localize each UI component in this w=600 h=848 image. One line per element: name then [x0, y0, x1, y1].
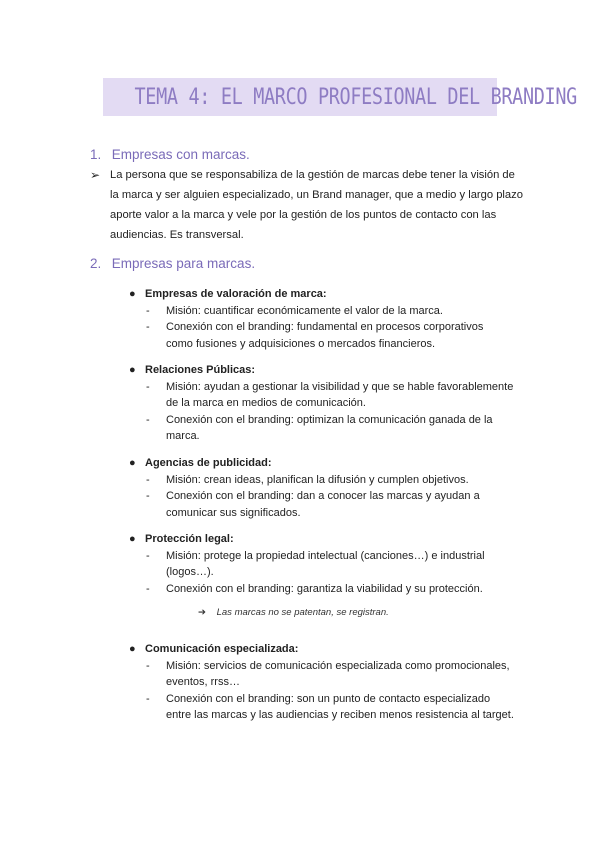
group-proteccion-legal: [129, 531, 549, 597]
section-1-heading: [90, 147, 250, 162]
item-line: Misión: protege la propiedad intelectual (canciones…) e industrial: [166, 549, 485, 562]
dash-icon: -: [146, 490, 150, 502]
group-title-row: [129, 455, 549, 472]
group-title: Agencias de publicidad:: [145, 457, 272, 469]
list-item: [129, 488, 549, 521]
item-line: (logos…).: [166, 566, 214, 578]
item-line: comunicar sus significados.: [166, 506, 301, 519]
group-title-row: [129, 362, 549, 379]
dash-icon: -: [146, 549, 150, 562]
section-2-heading: [90, 256, 255, 271]
list-item: [129, 691, 549, 724]
dash-icon: -: [146, 321, 150, 333]
paragraph-line: La persona que se responsabiliza de la gestión de marcas debe tener la visión de: [110, 169, 515, 181]
group-title-row: [129, 286, 549, 303]
dash-icon: -: [146, 413, 150, 426]
item-line: eventos, rrss…: [166, 676, 240, 688]
dash-icon: -: [146, 582, 150, 595]
item-line: Conexión con el branding: fundamental en procesos corporativos: [166, 321, 484, 333]
dash-icon: -: [146, 473, 150, 486]
group-title: Relaciones Públicas:: [145, 364, 256, 376]
group-comunicacion-especializada: [129, 641, 549, 724]
note-text: Las marcas no se patentan, se registran.: [216, 607, 389, 618]
item-line: marca.: [166, 430, 200, 442]
list-item: [129, 658, 549, 691]
item-line: como fusiones y adquisiciones o mercados financieros.: [166, 337, 436, 350]
bullet-icon: ●: [129, 643, 136, 655]
bullet-icon: ●: [129, 288, 136, 300]
group-relaciones-publicas: [129, 362, 549, 445]
list-item: [129, 303, 549, 320]
arrowhead-bullet-icon: ➢: [90, 168, 101, 182]
group-valoracion: [129, 286, 549, 352]
paragraph-line: la marca y ser alguien especializado, un Brand manager, que a medio y largo plazo: [110, 189, 523, 201]
section-2-number: 2.: [90, 256, 102, 271]
group-title: Comunicación especializada:: [145, 643, 299, 655]
item-line: Misión: crean ideas, planifican la difusión y cumplen objetivos.: [166, 473, 469, 486]
list-item: [129, 581, 549, 598]
section-2-title: Empresas para marcas.: [111, 256, 256, 271]
item-line: Misión: ayudan a gestionar la visibilidad y que se hable favorablemente: [166, 380, 514, 393]
group-title-row: [129, 641, 549, 658]
paragraph-line: aporte valor a la marca y vele por la gestión de los puntos de contacto con las: [110, 209, 497, 221]
item-line: Conexión con el branding: son un punto de contacto especializado: [166, 692, 491, 705]
item-line: entre las marcas y las audiencias y reciben menos resistencia al target.: [166, 709, 514, 721]
item-line: Misión: servicios de comunicación especializada como promocionales,: [166, 659, 510, 672]
item-line: Misión: cuantificar económicamente el valor de la marca.: [166, 304, 443, 317]
list-item: [129, 319, 549, 352]
item-line: Conexión con el branding: optimizan la comunicación ganada de la: [166, 413, 493, 426]
bullet-icon: ●: [129, 533, 136, 545]
bullet-icon: ●: [129, 364, 136, 376]
dash-icon: -: [146, 692, 150, 705]
list-item: [129, 472, 549, 489]
page-title: TEMA 4: EL MARCO PROFESIONAL DEL BRANDING: [134, 85, 577, 110]
section-1-title: Empresas con marcas.: [111, 147, 250, 162]
group-title-row: [129, 531, 549, 548]
list-item: [129, 548, 549, 581]
list-item: [129, 412, 549, 445]
note-line: [198, 607, 389, 618]
dash-icon: -: [146, 304, 150, 317]
bullet-icon: ●: [129, 457, 136, 469]
arrow-right-icon: ➔: [198, 607, 206, 618]
paragraph-line: audiencias. Es transversal.: [110, 229, 244, 241]
title-highlight: [103, 78, 577, 116]
group-title: Protección legal:: [145, 533, 234, 545]
item-line: de la marca en medios de comunicación.: [166, 397, 366, 409]
list-item: [129, 379, 549, 412]
item-line: Conexión con el branding: garantiza la viabilidad y su protección.: [166, 582, 483, 595]
section-1-number: 1.: [90, 147, 102, 162]
dash-icon: -: [146, 380, 150, 393]
item-line: Conexión con el branding: dan a conocer las marcas y ayudan a: [166, 490, 480, 502]
group-agencias-publicidad: [129, 455, 549, 521]
section-1-paragraph: [90, 165, 530, 245]
dash-icon: -: [146, 659, 150, 672]
group-title: Empresas de valoración de marca:: [145, 288, 327, 300]
